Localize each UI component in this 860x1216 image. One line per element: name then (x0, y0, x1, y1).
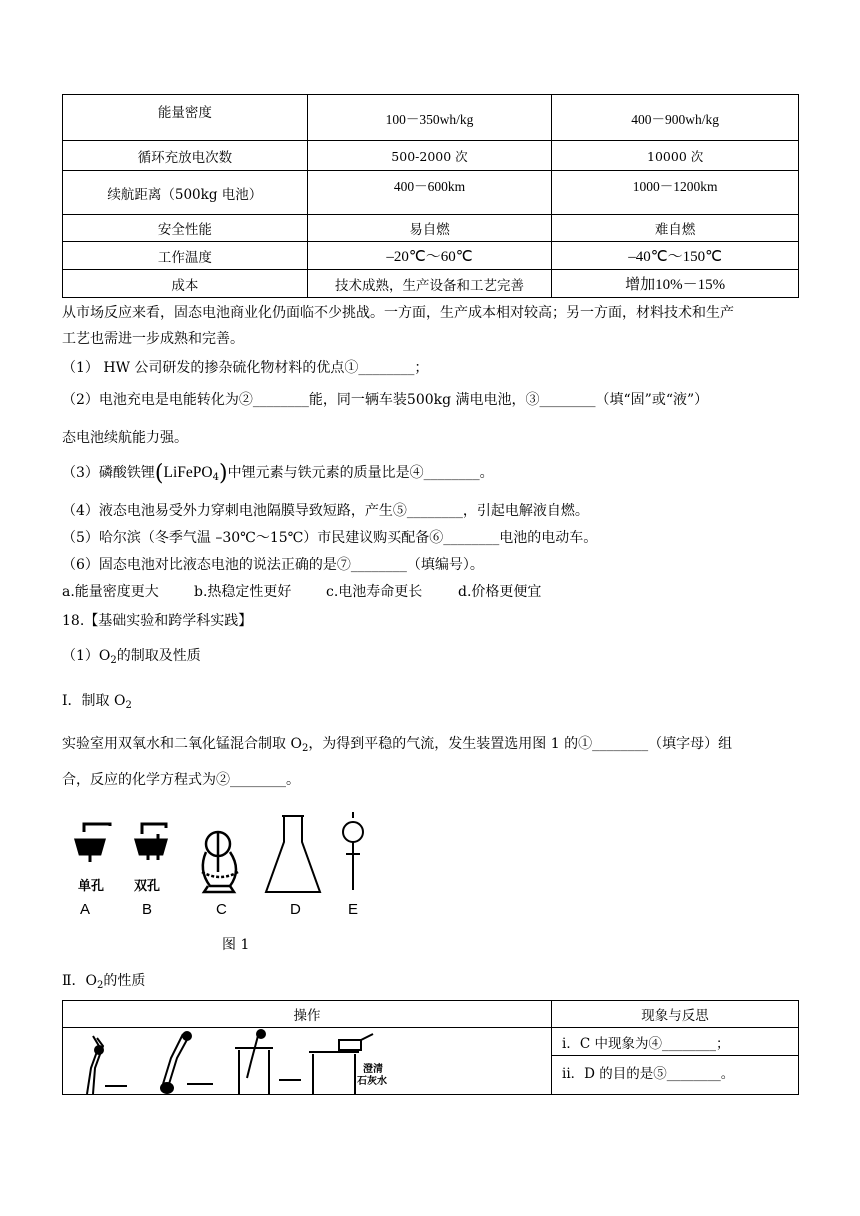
table-cell: 易自燃 (307, 215, 552, 242)
table-cell: –20℃～60℃ (307, 242, 552, 270)
table-cell: 难自燃 (552, 215, 799, 242)
option-a: a.能量密度更大 (62, 584, 159, 600)
table-cell: 安全性能 (63, 215, 308, 242)
table-cell: 400－600km (307, 171, 552, 215)
table-row (63, 215, 799, 242)
header-operation: 操作 (63, 1001, 552, 1028)
header-observation: 现象与反思 (552, 1001, 799, 1028)
section-18-title: 18.【基础实验和跨学科实践】 (62, 613, 253, 629)
letter-d: D (290, 901, 301, 918)
question-6: （6）固态电池对比液态电池的说法正确的是⑦________（填编号）。 (62, 557, 484, 573)
table-cell: 工作温度 (63, 242, 308, 270)
single-hole-stopper-icon (76, 824, 110, 862)
option-b: b.热稳定性更好 (194, 584, 292, 600)
table-cell: 增加10%－15% (552, 270, 799, 298)
part-ii-title: Ⅱ．$O_2$的性质 (62, 973, 146, 991)
table-cell: 100－350wh/kg (307, 95, 552, 141)
formula: LiFePO (163, 464, 213, 481)
question-4: （4）液态电池易受外力穿刺电池隔膜导致短路，产生⑤________，引起电解液自燃。 (62, 503, 589, 519)
letter-c: C (216, 901, 227, 918)
conical-flask-icon (266, 816, 320, 892)
table-cell: 能量密度 (63, 95, 308, 141)
intro-line-2: 合，反应的化学方程式为②________。 (62, 772, 300, 788)
table-cell: 续航距离（500kg 电池） (63, 171, 308, 215)
table-cell: 循环充放电次数 (63, 141, 308, 171)
limewater-label-1: 澄清 (363, 1064, 383, 1075)
tongs-charcoal-icon (87, 1036, 103, 1094)
table-cell: 1000－1200km (552, 171, 799, 215)
table-row (63, 242, 799, 270)
options-row (62, 581, 541, 601)
table-row (63, 270, 799, 298)
limewater-label-2: 石灰水 (357, 1076, 387, 1087)
observation-row-1: i．C 中现象为④________； (552, 1028, 799, 1056)
separatory-funnel-icon (343, 812, 363, 890)
table-row (63, 1028, 799, 1056)
option-c: c.电池寿命更长 (326, 584, 423, 600)
question-1: （1） HW 公司研发的掺杂硫化物材料的优点①________； (62, 360, 429, 376)
figure-caption: 图 1 (222, 937, 250, 953)
letter-a: A (80, 901, 91, 918)
table-row (63, 141, 799, 171)
table-cell: 技术成熟，生产设备和工艺完善 (307, 270, 552, 298)
table-cell: 500-2000 次 (307, 141, 552, 171)
table-row (63, 171, 799, 215)
paragraph-line: 从市场反应来看，固态电池商业化仍面临不少挑战。一方面，生产成本相对较高；另一方面，材料技术和生产 (62, 305, 734, 321)
oxygen-properties-table (62, 1000, 799, 1095)
table-cell: 400－900wh/kg (552, 95, 799, 141)
question-2-cont: 态电池续航能力强。 (62, 430, 188, 446)
apparatus-figure (70, 812, 370, 922)
alcohol-lamp-icon (161, 1032, 191, 1093)
battery-comparison-table (62, 94, 799, 298)
kipp-apparatus-icon (202, 832, 238, 892)
table-header-row (63, 1001, 799, 1028)
intro-line-1: 实验室用双氧水和二氧化锰混合制取 $O_2$，为得到平稳的气流，发生装置选用图 1 的①________（填字母）组 (62, 736, 733, 754)
table-row (63, 95, 799, 141)
label-double-hole: 双孔 (134, 879, 161, 894)
formula-subscript: 4 (212, 472, 219, 483)
part-i-title: Ⅰ．制取 $O_2$ (62, 693, 132, 711)
subsection-1-title: $(1)O_2$的制取及性质 (62, 648, 201, 666)
table-cell: 10000 次 (552, 141, 799, 171)
double-hole-stopper-icon (136, 824, 166, 860)
question-2: （2）电池充电是电能转化为②________能，同一辆车装500kg 满电电池，③________（填“固”或“液”） (62, 392, 709, 408)
option-d: d.价格更便宜 (458, 584, 542, 600)
operation-diagram (63, 1028, 551, 1094)
table-cell: –40℃～150℃ (552, 242, 799, 270)
table-cell: 成本 (63, 270, 308, 298)
label-single-hole: 单孔 (78, 879, 105, 894)
observation-row-2: ii．D 的目的是⑤________。 (552, 1056, 799, 1095)
gas-jar-icon (235, 1030, 273, 1094)
question-3-suffix: 中锂元素与铁元素的质量比是④________。 (227, 465, 494, 481)
letter-b: B (142, 901, 153, 918)
paragraph-line: 工艺也需进一步成熟和完善。 (62, 331, 244, 347)
question-3: （3）磷酸铁锂(LiFePO$_4$)中锂元素与铁元素的质量比是④________。 (62, 461, 494, 486)
operation-cell (63, 1028, 552, 1095)
letter-e: E (348, 901, 359, 918)
question-5: （5）哈尔滨（冬季气温 –30℃～15℃）市民建议购买配备⑥________电池的电动车。 (62, 530, 598, 546)
question-3-prefix: （3）磷酸铁锂 (62, 465, 155, 481)
